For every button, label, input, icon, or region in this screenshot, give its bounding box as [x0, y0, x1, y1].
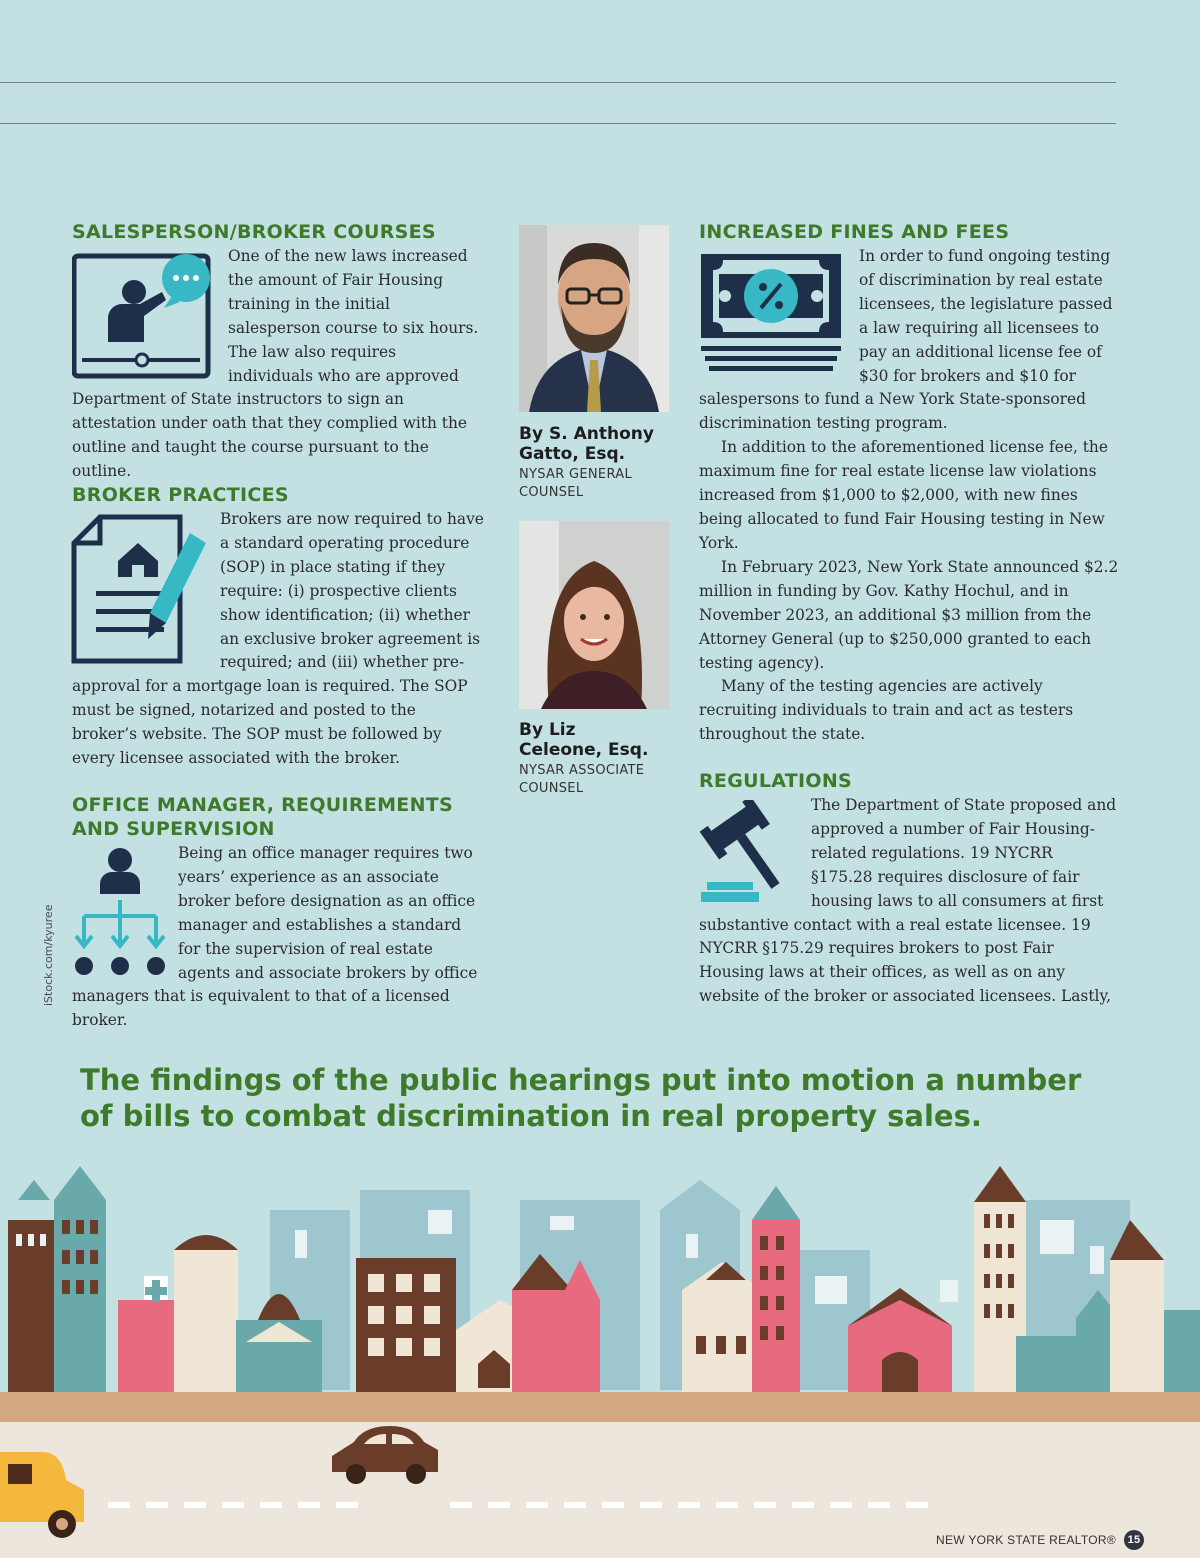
fines-heading: INCREASED FINES AND FEES: [699, 221, 1010, 243]
author-role-line2: COUNSEL: [519, 781, 584, 796]
author-byline-gatto: [519, 424, 654, 502]
author-role-line1: NYSAR GENERAL: [519, 467, 632, 482]
page-footer: [936, 1530, 1144, 1550]
salesperson-heading: SALESPERSON/BROKER COURSES: [72, 221, 436, 243]
icon-wrap-spacer: [72, 245, 228, 388]
icon-wrap-spacer: [699, 245, 859, 388]
author-name-line1: By Liz: [519, 720, 576, 740]
regulations-heading: REGULATIONS: [699, 770, 853, 792]
salesperson-body: One of the new laws increased the amount of Fair Housing training in the initial salesperson course to six hours. The law also requires individuals who are approved Department of State instructors to sign an attestation under oath that they complied with the outline and taught the course pursuant to the outline.: [72, 247, 479, 481]
author-name-line1: By S. Anthony: [519, 424, 654, 444]
city-street-illustration: [0, 1150, 1200, 1558]
top-rule-2: [0, 123, 1116, 124]
icon-wrap-spacer: [699, 794, 811, 914]
fines-body-3: In February 2023, New York State announced $2.2 million in funding by Gov. Kathy Hochul, and in November 2023, an additional $3 million from the Attorney General (up to $250,000 granted to each testing agency).: [699, 558, 1119, 672]
author-name-line2: Celeone, Esq.: [519, 740, 649, 760]
author-photo-gatto: [519, 225, 669, 412]
fines-body-4: Many of the testing agencies are actively recruiting individuals to train and act as testers throughout the state.: [699, 677, 1074, 743]
pull-quote: The findings of the public hearings put into motion a number of bills to combat discrimination in real property sales.: [80, 1063, 1082, 1133]
photo-credit: iStock.com/kyuree: [42, 904, 55, 1006]
fines-body-2: In addition to the aforementioned license fee, the maximum fine for real estate license law violations increased from $1,000 to $2,000, with new fines being allocated to fund Fair Housing testing in New York.: [699, 438, 1108, 552]
broker-practices-body: Brokers are now required to have a standard operating procedure (SOP) in place stating if they require: (i) prospective clients show identification; (ii) whether an exclusive broker agreement is required; and (iii) whether pre-approval for a mortgage loan is required. The SOP must be signed, notarized and posted to the broker’s website. The SOP must be followed by every licensee associated with the broker.: [72, 510, 484, 768]
fines-body-1: In order to fund ongoing testing of discrimination by real estate licensees, the legislature passed a law requiring all licensees to pay an additional license fee of $30 for brokers and $10 for salespersons to fund a New York State-sponsored discrimination testing program.: [699, 247, 1113, 433]
office-manager-heading-line1: OFFICE MANAGER, REQUIREMENTS: [72, 794, 454, 816]
regulations-body: The Department of State proposed and approved a number of Fair Housing-related regulations. 19 NYCRR §175.28 requires disclosure of fair housing laws to all consumers at first substantive contact with a real estate licensee. 19 NYCRR §175.29 requires brokers to post Fair Housing laws at their offices, as well as on any website of the broker or associated licensees. Lastly,: [699, 796, 1117, 1006]
author-name-line2: Gatto, Esq.: [519, 444, 626, 464]
office-manager-body: Being an office manager requires two years’ experience as an associate broker before designation as an office manager and establishes a standard for the supervision of real estate agents and associate brokers by office managers that is equivalent to that of a licensed broker.: [72, 844, 478, 1030]
author-byline-celeone: [519, 720, 648, 798]
icon-wrap-spacer: [72, 508, 220, 675]
broker-practices-heading: BROKER PRACTICES: [72, 484, 289, 506]
icon-wrap-spacer: [72, 842, 178, 985]
office-manager-heading-line2: AND SUPERVISION: [72, 818, 275, 840]
publication-name: NEW YORK STATE REALTOR®: [936, 1533, 1116, 1547]
page-number: 15: [1124, 1530, 1144, 1550]
author-role-line2: COUNSEL: [519, 485, 584, 500]
author-role-line1: NYSAR ASSOCIATE: [519, 763, 645, 778]
top-rule-1: [0, 82, 1116, 83]
author-photo-celeone: [519, 521, 669, 709]
